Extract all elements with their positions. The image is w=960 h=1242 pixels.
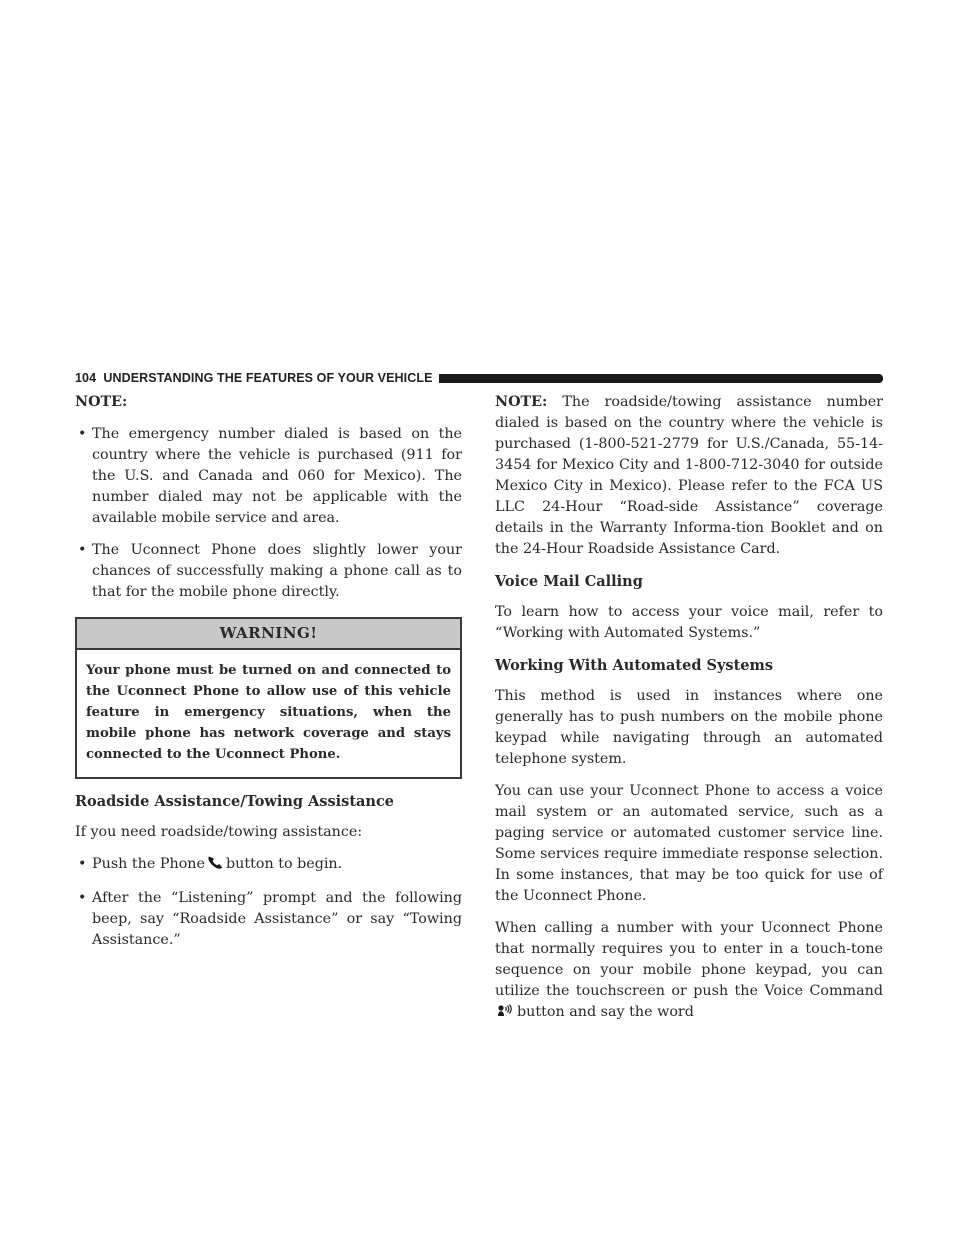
automated-systems-p1: This method is used in instances where one generally has to push numbers on the mobile phone keypad while navigating through an automated telephone system.: [495, 688, 883, 767]
automated-systems-p3: [495, 918, 883, 1025]
left-column: [75, 392, 462, 962]
voicemail-text: To learn how to access your voice mail, refer to “Working with Automated Systems.”: [495, 604, 883, 641]
voice-command-icon: [497, 1004, 515, 1025]
roadside-bullet-push-phone-text: Push the Phone: [92, 856, 205, 872]
note-bullet-uconnect-chances: • The Uconnect Phone does slightly lower your chances of successfully making a phone call as to that for the mobile phone directly.: [75, 540, 462, 603]
section-title: UNDERSTANDING THE FEATURES OF YOUR VEHICLE: [103, 371, 433, 385]
page-header-text: [75, 371, 433, 385]
page-number: 104: [75, 371, 97, 385]
right-column: [495, 392, 883, 1036]
roadside-intro: If you need roadside/towing assistance:: [75, 824, 363, 840]
page-header: [75, 370, 883, 386]
warning-body: Your phone must be turned on and connected to the Uconnect Phone to allow use of this vehicle feature in emergency situations, when the mobile phone has network coverage and stays connected to the Uconnect Phone.: [86, 663, 451, 762]
roadside-note: [495, 392, 883, 560]
voicemail-heading: Voice Mail Calling: [495, 573, 643, 590]
roadside-bullet-push-phone: [75, 854, 462, 877]
note-bullet-list: [75, 424, 462, 603]
automated-systems-p2: You can use your Uconnect Phone to access a voice mail system or an automated service, such as a paging service or automated customer service line. Some services require immediate response selection. In some instances, that may be too quick for use of the Uconnect Phone.: [495, 783, 883, 904]
phone-icon: [207, 855, 224, 877]
note-bullet-emergency-number: • The emergency number dialed is based on the country where the vehicle is purchased (911 for the U.S. and Canada and 060 for Mexico). The number dialed may not be applicable with the available mobile service and area.: [75, 424, 462, 529]
roadside-bullet-push-phone-suffix: button to begin.: [225, 856, 343, 872]
automated-systems-heading: Working With Automated Systems: [495, 657, 774, 674]
warning-title: WARNING!: [77, 619, 460, 650]
roadside-bullet-listening: • After the “Listening” prompt and the following beep, say “Roadside Assistance” or say “Towing Assistance.”: [75, 888, 462, 951]
header-rule: [439, 374, 883, 383]
note-label: NOTE:: [75, 394, 128, 410]
warning-box: [75, 617, 462, 779]
roadside-heading: Roadside Assistance/Towing Assistance: [75, 793, 395, 810]
automated-systems-p3-text: When calling a number with your Uconnect Phone that normally requires you to enter in a touch-tone sequence on your mobile phone keypad, you can utilize the touchscreen or push the Voice Command: [495, 920, 883, 999]
automated-systems-p3-suffix: button and say the word: [517, 1004, 694, 1020]
roadside-bullet-list: [75, 854, 462, 951]
roadside-note-text: The roadside/towing assistance number dialed is based on the country where the vehicle is purchased (1-800-521-2779 for U.S./Canada, 55-14-3454 for Mexico City and 1-800-712-3040 for outside Mexico City in Mexico). Please refer to the FCA US LLC 24-Hour “Road-side Assistance” coverage details in the Warranty Informa-tion Booklet and on the 24-Hour Roadside Assistance Card.: [495, 394, 883, 557]
roadside-note-label: NOTE:: [495, 394, 548, 410]
